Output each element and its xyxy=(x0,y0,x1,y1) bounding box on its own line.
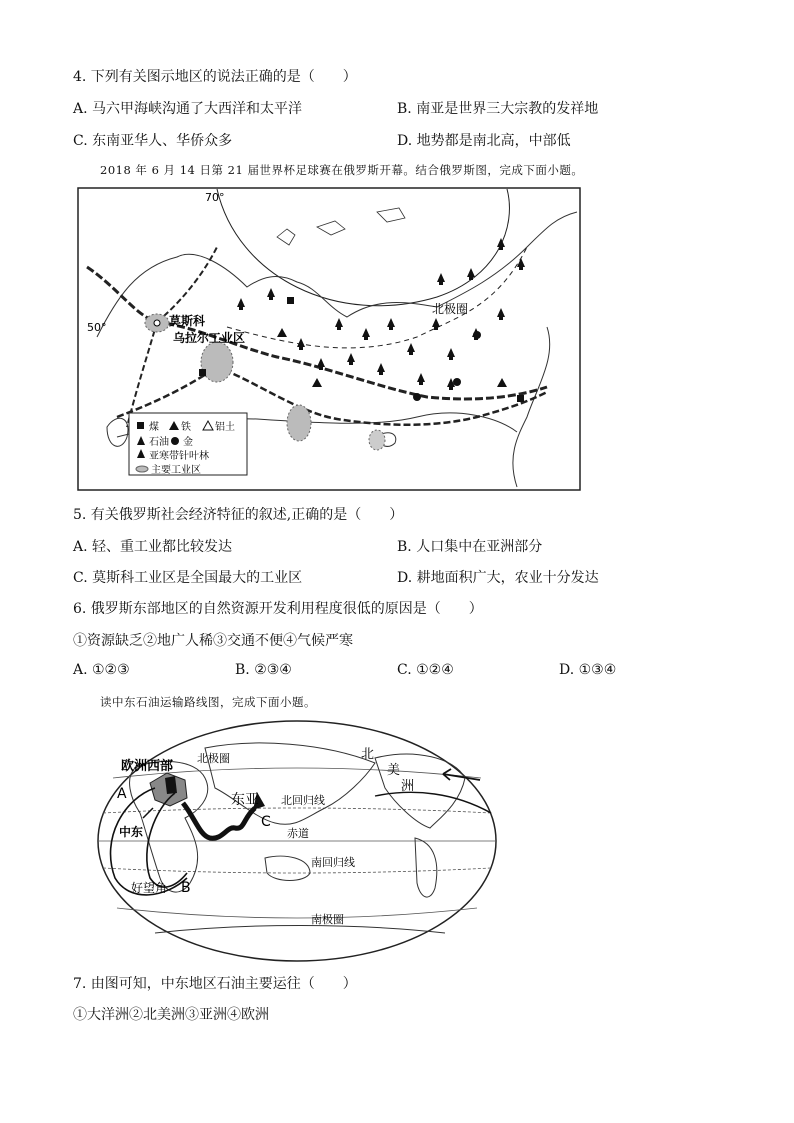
tropic-north-label: 北回归线 xyxy=(281,794,325,807)
q5-stem: 5. 有关俄罗斯社会经济特征的叙述,正确的是（ ） xyxy=(73,507,404,523)
ural-label: 乌拉尔工业区 xyxy=(173,331,246,345)
q4-option-b: B. 南亚是世界三大宗教的发祥地 xyxy=(397,101,599,117)
europe-label: 欧洲西部 xyxy=(121,759,174,774)
arctic-label: 北极圈 xyxy=(197,752,230,765)
lat50-label: 50° xyxy=(87,321,107,334)
equator-label: 赤道 xyxy=(287,827,309,840)
legend-coal: 煤 xyxy=(149,422,159,433)
intro-russia: 2018 年 6 月 14 日第 21 届世界杯足球赛在俄罗斯开幕。结合俄罗斯图，完成下面小题。 xyxy=(100,163,584,177)
q4-stem: 4. 下列有关图示地区的说法正确的是（ ） xyxy=(73,69,357,85)
q4-option-d: D. 地势都是南北高，中部低 xyxy=(397,133,571,149)
q6-option-d: D. ①③④ xyxy=(559,662,617,678)
q5-option-c: C. 莫斯科工业区是全国最大的工业区 xyxy=(73,570,303,586)
q5-option-b: B. 人口集中在亚洲部分 xyxy=(397,539,543,555)
q6-items: ①资源缺乏②地广人稀③交通不便④气候严寒 xyxy=(73,633,353,649)
moscow-label: 莫斯科 xyxy=(169,314,206,328)
legend-oil: 石油 xyxy=(149,437,169,448)
world-oil-route-map xyxy=(95,718,499,964)
legend-forest: 亚寒带针叶林 xyxy=(149,451,209,462)
tropic-south-label: 南回归线 xyxy=(311,856,355,869)
q6-stem: 6. 俄罗斯东部地区的自然资源开发利用程度很低的原因是（ ） xyxy=(73,601,483,617)
intro-oil-route: 读中东石油运输路线图，完成下面小题。 xyxy=(100,695,316,709)
q4-option-a: A. 马六甲海峡沟通了大西洋和太平洋 xyxy=(73,101,303,117)
q6-option-c: C. ①②④ xyxy=(397,662,454,678)
legend-gold: 金 xyxy=(183,437,193,448)
east-asia-label: 东亚 xyxy=(231,792,259,808)
q6-option-a: A. ①②③ xyxy=(73,662,130,678)
q7-items: ①大洋洲②北美洲③亚洲④欧洲 xyxy=(73,1007,269,1023)
legend-industry: 主要工业区 xyxy=(151,465,201,476)
route-label-c: C xyxy=(261,814,271,830)
q7-stem: 7. 由图可知，中东地区石油主要运往（ ） xyxy=(73,976,357,992)
cape-label: 好望角 xyxy=(131,881,168,895)
legend-iron: 铁 xyxy=(181,422,191,433)
antarctic-label: 南极圈 xyxy=(311,913,344,926)
arctic-circle-label: 北极圈 xyxy=(432,302,469,316)
north-america-label-2: 美 xyxy=(387,763,401,778)
lat70-label: 70° xyxy=(205,191,225,204)
route-label-b: B xyxy=(181,880,191,896)
north-america-label-1: 北 xyxy=(361,747,375,762)
route-label-a: A xyxy=(117,786,127,802)
middle-east-label: 中东 xyxy=(119,825,144,839)
q5-option-d: D. 耕地面积广大，农业十分发达 xyxy=(397,570,599,586)
q5-option-a: A. 轻、重工业都比较发达 xyxy=(73,539,233,555)
legend-bauxite: 铝土 xyxy=(215,422,235,433)
russia-map xyxy=(77,187,581,491)
q4-option-c: C. 东南亚华人、华侨众多 xyxy=(73,133,233,149)
north-america-label-3: 洲 xyxy=(401,779,415,794)
q6-option-b: B. ②③④ xyxy=(235,662,292,678)
